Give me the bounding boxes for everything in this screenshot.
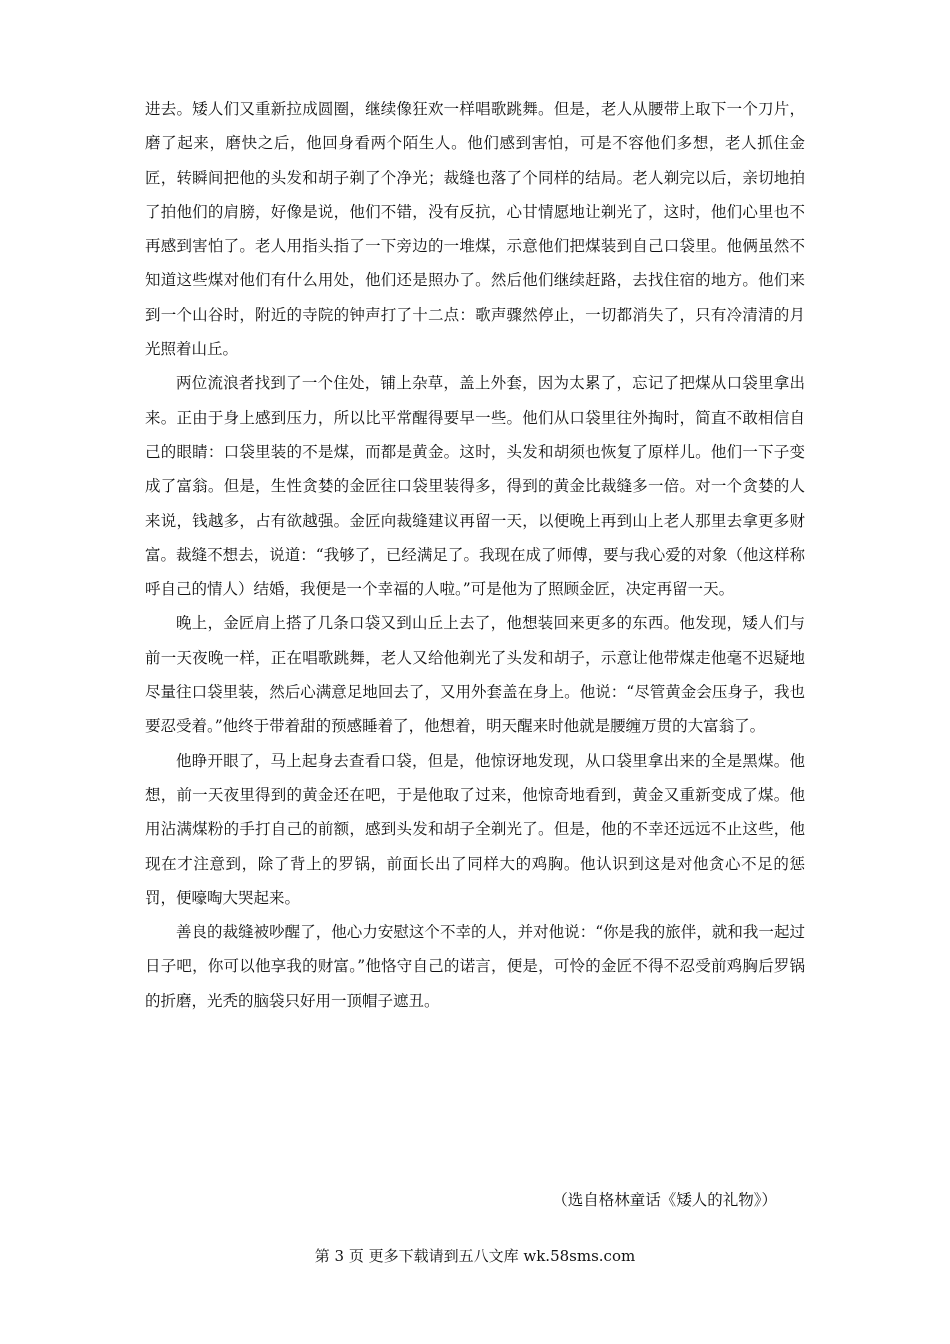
article-body xyxy=(145,92,805,1018)
paragraph-1: 进去。矮人们又重新拉成圆圈，继续像狂欢一样唱歌跳舞。但是，老人从腰带上取下一个刀片，磨了起来，磨快之后，他回身看两个陌生人。他们感到害怕，可是不容他们多想，老人抓住金匠，转瞬间把他的头发和胡子剃了个净光；裁缝也落了个同样的结局。老人剃完以后，亲切地拍了拍他们的肩膀，好像是说，他们不错，没有反抗，心甘情愿地让剃光了，这时，他们心里也不再感到害怕了。老人用指头指了一下旁边的一堆煤，示意他们把煤装到自己口袋里。他俩虽然不知道这些煤对他们有什么用处，他们还是照办了。然后他们继续赶路，去找住宿的地方。他们来到一个山谷时，附近的寺院的钟声打了十二点：歌声骤然停止，一切都消失了，只有冷清清的月光照着山丘。 xyxy=(145,100,805,359)
source-citation: （选自格林童话《矮人的礼物》） xyxy=(552,1191,777,1209)
paragraph-4: 他睁开眼了，马上起身去查看口袋，但是，他惊讶地发现，从口袋里拿出来的全是黑煤。他想，前一天夜里得到的黄金还在吧，于是他取了过来，他惊奇地看到，黄金又重新变成了煤。他用沾满煤粉的手打自己的前额，感到头发和胡子全剃光了。但是，他的不幸还远远不止这些，他现在才注意到，除了背上的罗锅，前面长出了同样大的鸡胸。他认识到这是对他贪心不足的惩罚，便嚎啕大哭起来。 xyxy=(145,751,805,907)
paragraph-5: 善良的裁缝被吵醒了，他心力安慰这个不幸的人，并对他说：“你是我的旅伴，就和我一起过日子吧，你可以他享我的财富。”他恪守自己的诺言，便是，可怜的金匠不得不忍受前鸡胸后罗锅的折磨，光秃的脑袋只好用一顶帽子遮丑。 xyxy=(145,923,805,1010)
paragraph-3: 晚上，金匠肩上搭了几条口袋又到山丘上去了，他想装回来更多的东西。他发现，矮人们与前一天夜晚一样，正在唱歌跳舞，老人又给他剃光了头发和胡子，示意让他带煤走他毫不迟疑地尽量往口袋里装，然后心满意足地回去了，又用外套盖在身上。他说：“尽管黄金会压身子，我也要忍受着。”他终于带着甜的预感睡着了，他想着，明天醒来时他就是腰缠万贯的大富翁了。 xyxy=(145,614,805,736)
paragraph-2: 两位流浪者找到了一个住处，铺上杂草，盖上外套，因为太累了，忘记了把煤从口袋里拿出来。正由于身上感到压力，所以比平常醒得要早一些。他们从口袋里往外掏时，简直不敢相信自己的眼睛：口袋里装的不是煤，而都是黄金。这时，头发和胡须也恢复了原样儿。他们一下子变成了富翁。但是，生性贪婪的金匠往口袋里装得多，得到的黄金比裁缝多一倍。对一个贪婪的人来说，钱越多，占有欲越强。金匠向裁缝建议再留一天，以便晚上再到山上老人那里去拿更多财富。裁缝不想去，说道：“我够了，已经满足了。我现在成了师傅，要与我心爱的对象（他这样称呼自己的情人）结婚，我便是一个幸福的人啦。”可是他为了照顾金匠，决定再留一天。 xyxy=(145,374,805,599)
page-footer: 第 3 页 更多下载请到五八文库 wk.58sms.com xyxy=(314,1247,636,1265)
